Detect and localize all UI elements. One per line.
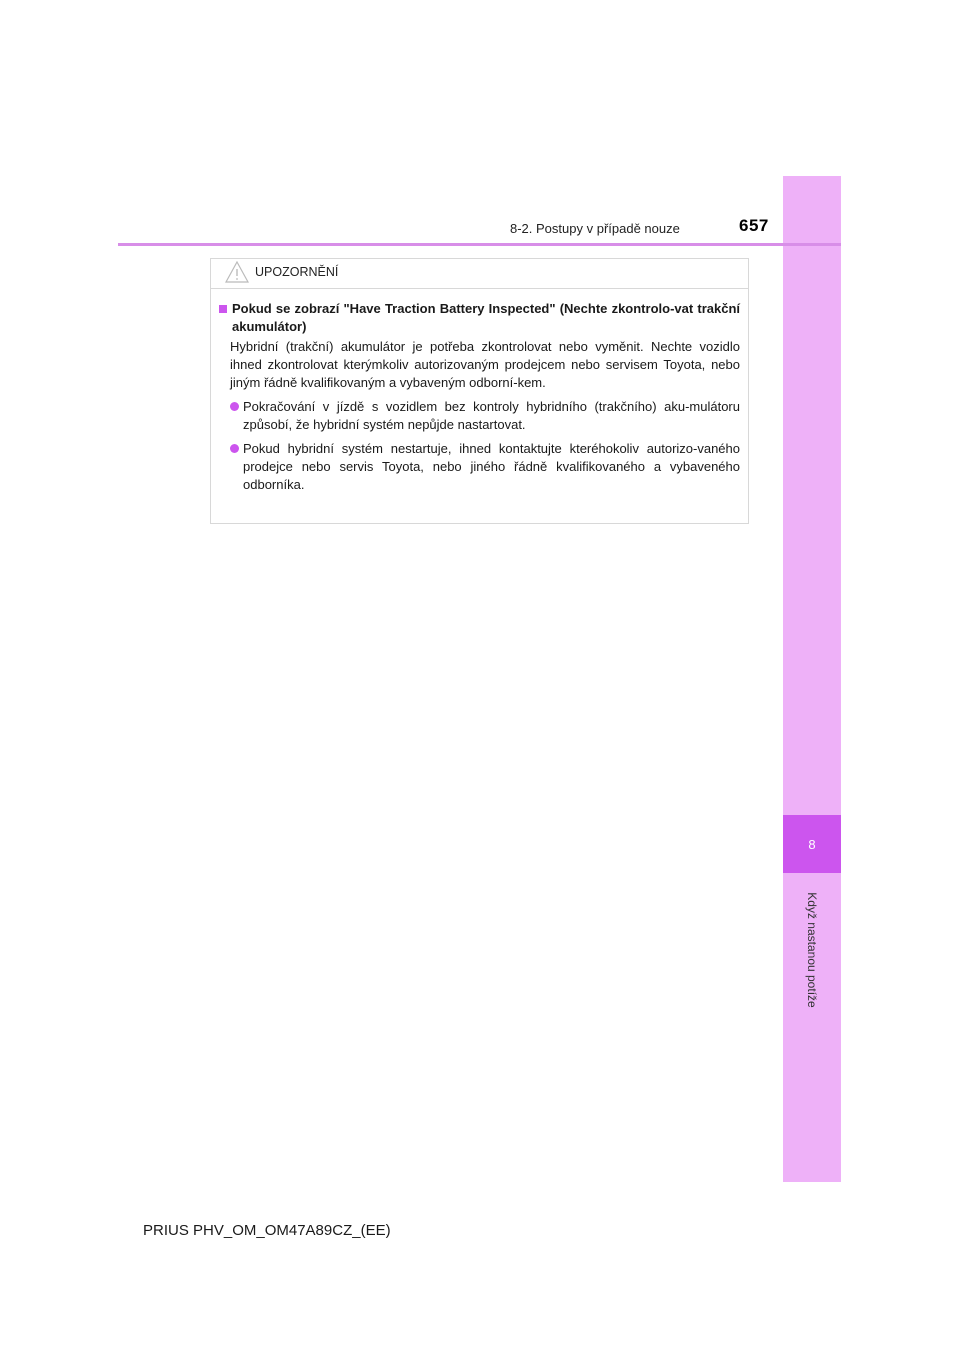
list-item	[217, 440, 740, 494]
warning-label: UPOZORNĚNÍ	[255, 265, 339, 279]
chapter-title: Když nastanou potíže	[805, 892, 819, 1008]
warning-body	[211, 289, 748, 494]
section-title: 8-2. Postupy v případě nouze	[510, 221, 680, 236]
warning-heading	[217, 300, 740, 336]
warning-triangle-icon	[225, 261, 249, 283]
warning-heading-text: Pokud se zobrazí "Have Traction Battery Inspected" (Nechte zkontrolo-vat trakční akumulátor)	[232, 301, 740, 334]
chapter-side-tab	[783, 176, 841, 1182]
bullet-dot-icon	[230, 402, 239, 411]
list-item-text: Pokračování v jízdě s vozidlem bez kontroly hybridního (trakčního) aku-mulátoru způsobí, že hybridní systém nepůjde nastartovat.	[243, 399, 740, 432]
document-code: PRIUS PHV_OM_OM47A89CZ_(EE)	[143, 1222, 391, 1239]
chapter-number: 8	[808, 836, 816, 852]
warning-box	[210, 258, 749, 524]
page-number: 657	[739, 216, 769, 235]
square-bullet-icon	[219, 305, 227, 313]
list-item	[217, 398, 740, 434]
header-rule	[118, 243, 841, 246]
chapter-number-box	[783, 815, 841, 873]
warning-header	[211, 259, 748, 289]
bullet-dot-icon	[230, 444, 239, 453]
warning-paragraph: Hybridní (trakční) akumulátor je potřeba zkontrolovat nebo vyměnit. Nechte vozidlo ihned zkontrolovat kterýmkoliv autorizovaným prodejcem nebo servisem Toyota, nebo jiným řádně kvalifikovaným a vybaveným odborní-kem.	[230, 339, 740, 390]
list-item-text: Pokud hybridní systém nestartuje, ihned kontaktujte kteréhokoliv autorizo-vaného prodejce nebo servis Toyota, nebo jiného řádně kvalifikovaného a vybaveného odborníka.	[243, 441, 740, 492]
